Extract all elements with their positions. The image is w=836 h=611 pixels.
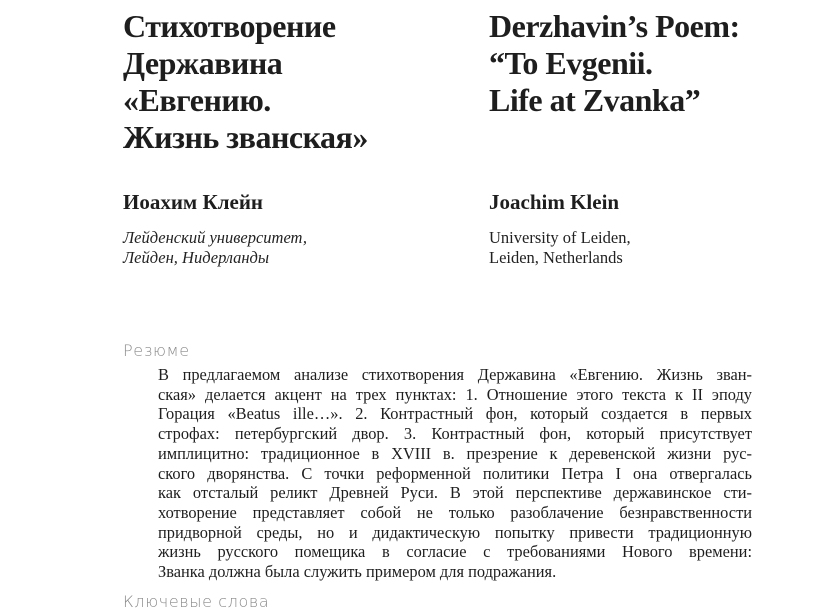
abstract-line: придворной среды, но и дидактическую попытку привести традиционную <box>158 522 752 542</box>
russian-header <box>123 8 453 156</box>
english-affiliation <box>489 228 631 268</box>
abstract-line: В предлагаемом анализе стихотворения Державина «Евгению. Жизнь зван- <box>158 365 752 384</box>
abstract-line: строфах: петербургский двор. 3. Контрастный фон, который присутствует <box>158 424 752 444</box>
english-author: Joachim Klein <box>489 190 620 214</box>
keywords-label: Ключевые слова <box>123 592 270 611</box>
abstract-line: хотворение представляет собой не только разоблачение безнравственности <box>158 502 752 522</box>
english-affiliation-line: Leiden, Netherlands <box>489 248 623 267</box>
abstract-line: имплицитно: традиционное в XVIII в. презрение к деревенской жизни рус- <box>158 443 752 463</box>
russian-affiliation <box>123 228 307 268</box>
russian-title-line: Жизнь званская» <box>123 119 368 155</box>
english-title-line: Derzhavin’s Poem: <box>489 8 740 44</box>
abstract-line: Горация «Beatus ille…». 2. Контрастный фон, который создается в первых <box>158 404 752 424</box>
english-title <box>489 8 809 119</box>
abstract-text <box>158 365 752 582</box>
abstract-line: Званка должна была служить примером для подражания. <box>158 562 557 582</box>
russian-title-line: Державина <box>123 45 283 81</box>
english-title-line: Life at Zvanka” <box>489 82 701 118</box>
abstract-line: жизнь русского помещика в согласие с требованиями Нового времени: <box>158 542 752 562</box>
russian-title-line: Стихотворение <box>123 8 336 44</box>
english-title-line: “To Evgenii. <box>489 45 653 81</box>
abstract-line: ского дворянства. С точки реформенной политики Петра I она отвергалась <box>158 463 752 483</box>
russian-title <box>123 8 453 156</box>
russian-title-line: «Евгению. <box>123 82 271 118</box>
abstract-line: ская» делается акцент на трех пунктах: 1. Отношение этого текста к II эподу <box>158 384 752 404</box>
russian-author: Иоахим Клейн <box>123 190 264 214</box>
abstract-label: Резюме <box>123 341 190 360</box>
english-header <box>489 8 809 119</box>
russian-affiliation-line: Лейденский университет, <box>123 228 308 247</box>
russian-affiliation-line: Лейден, Нидерланды <box>123 248 270 267</box>
english-affiliation-line: University of Leiden, <box>489 228 631 247</box>
abstract-line: как отсталый реликт Древней Руси. В этой перспективе державинское сти- <box>158 483 752 503</box>
